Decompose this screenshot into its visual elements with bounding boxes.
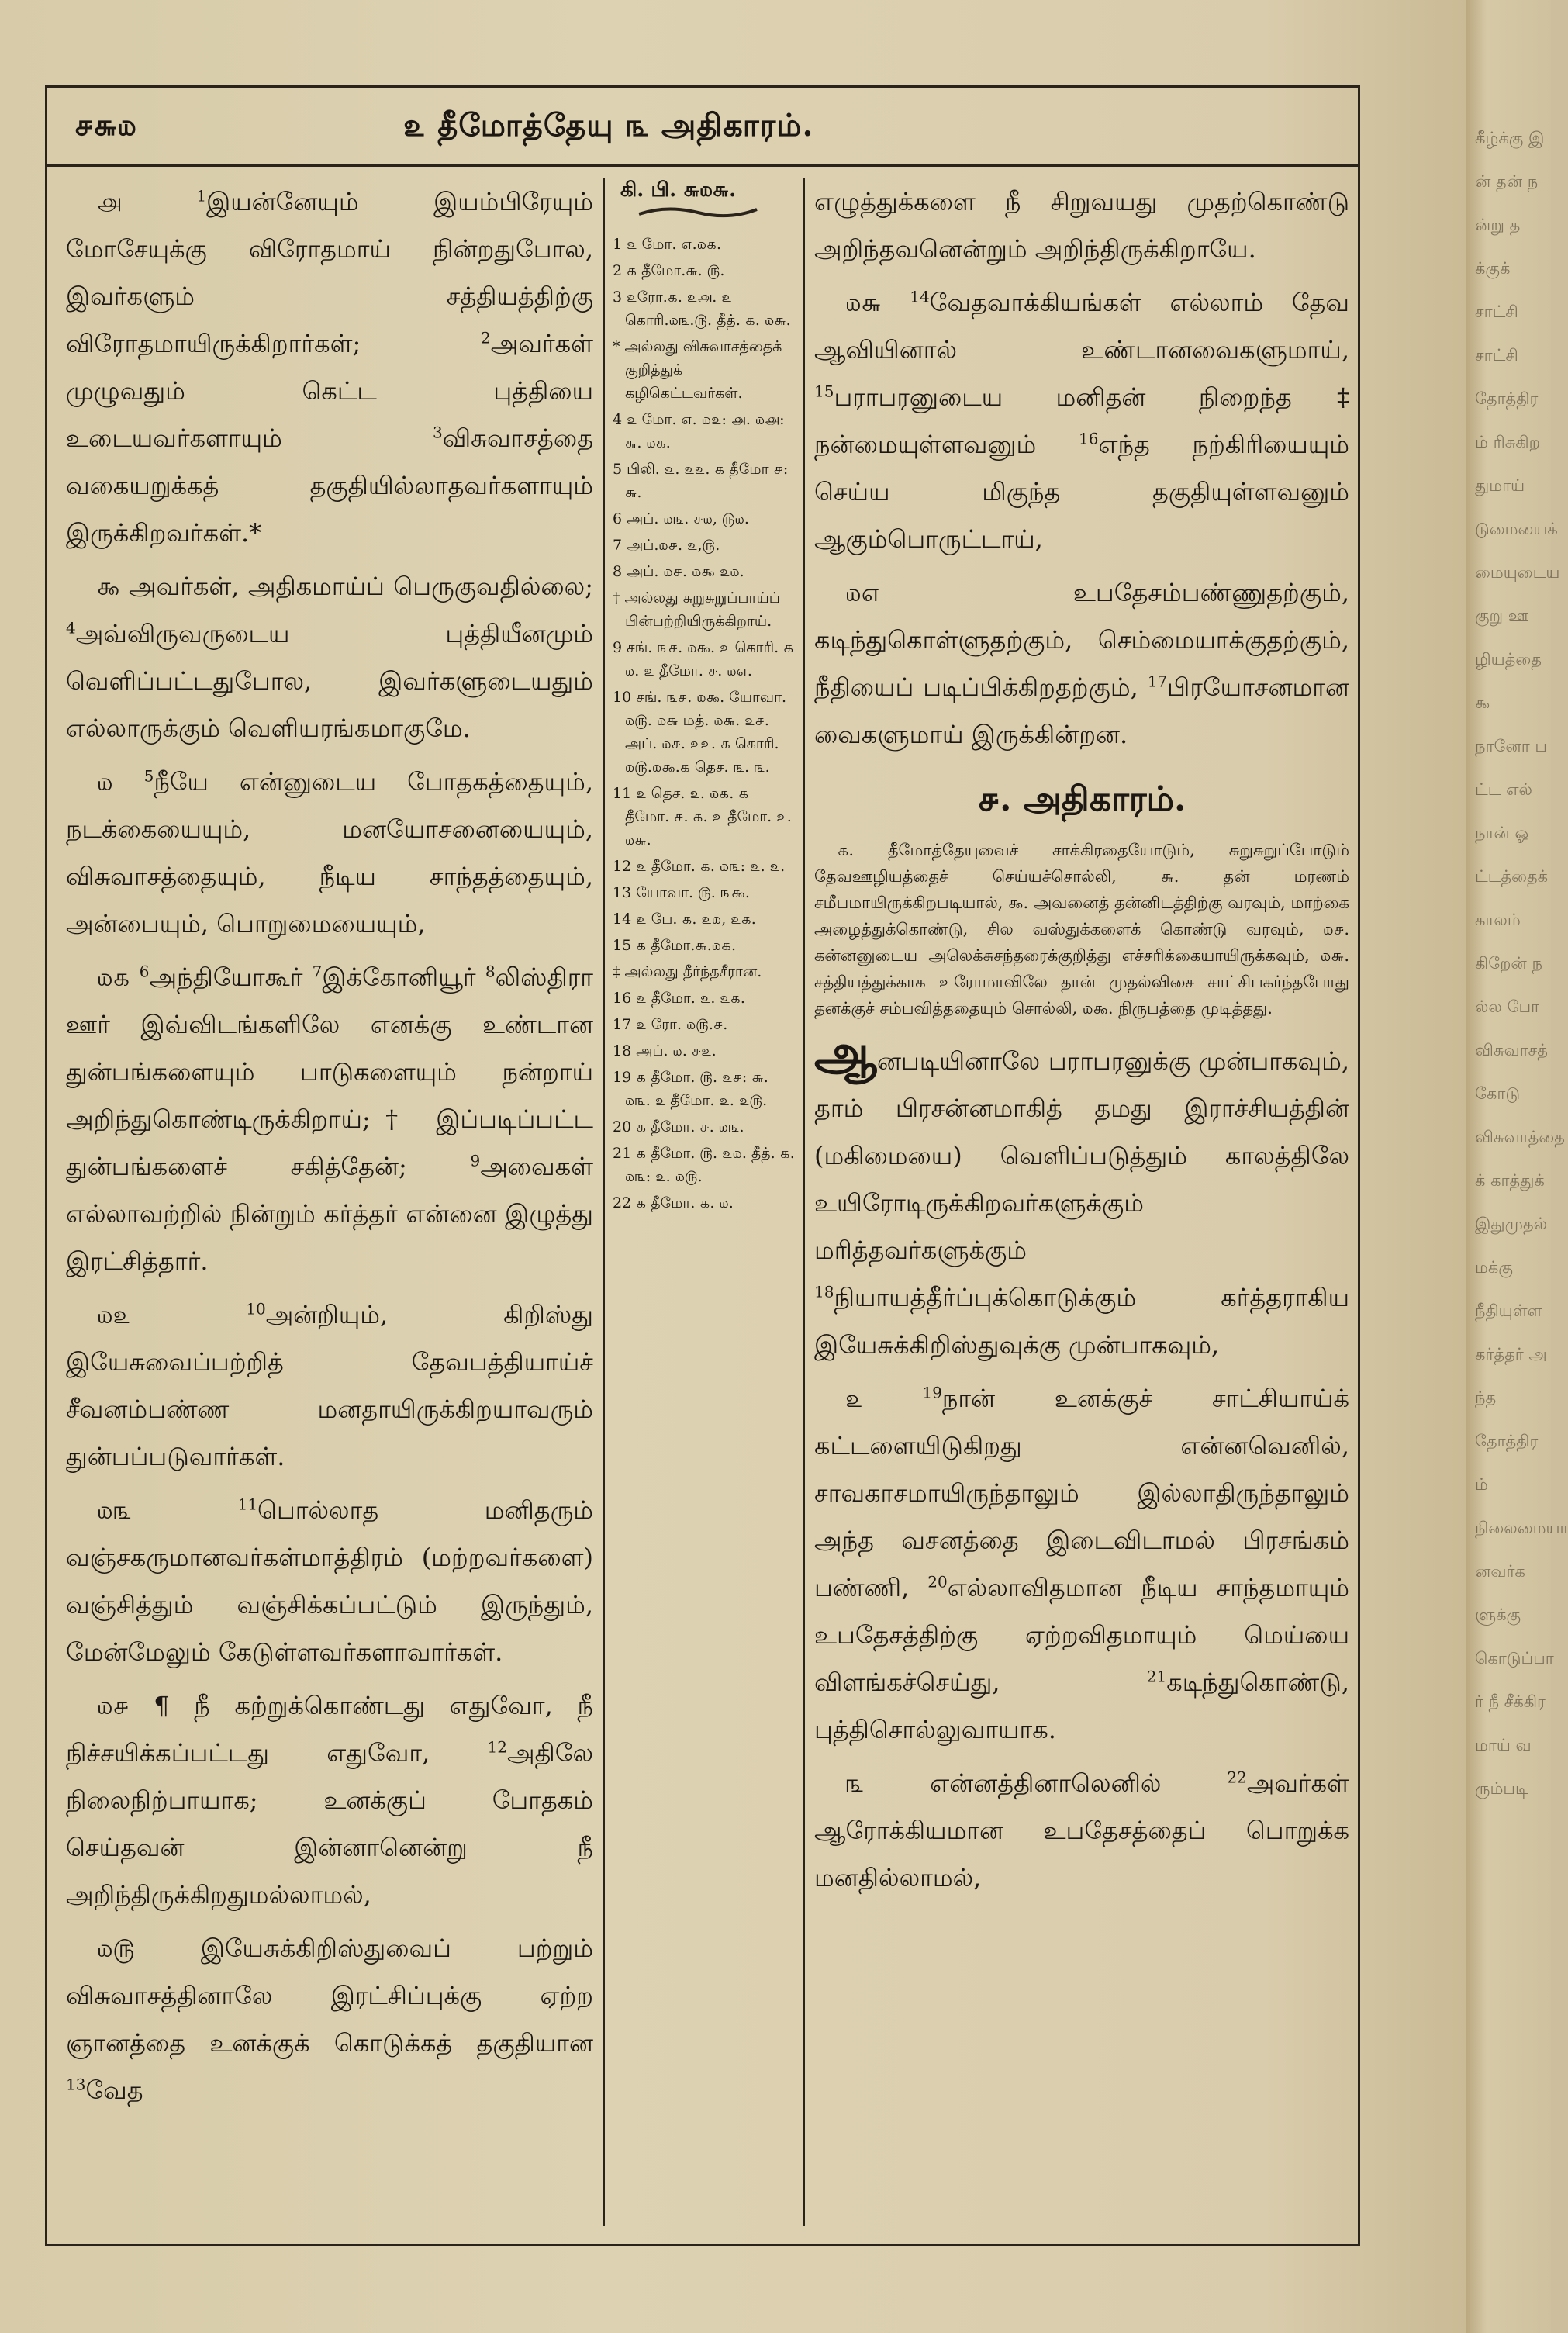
cross-reference: 15 ௧ தீமோ.௬.௰௧. [613,937,737,954]
cross-reference: 4 ௨ மோ. ௭. ௰௨: ௮. ௰௮: ௬. ௰௧. [613,411,785,451]
verse-group-bottom [814,1375,1349,1902]
verse-group-label: ௰௨ [97,1300,131,1329]
cross-reference: 7 அப்.௰௪. ௨,௫. [613,537,720,554]
cross-reference: 13 யோவா. ௫. ௩௯. [613,884,750,901]
verse-group-label: ௰௪ [97,1691,130,1720]
reference-list [613,233,796,1215]
verse-number: 15 [814,382,834,401]
verse-text: உபதேசம்பண்ணுதற்கும், கடிந்துகொள்ளுதற்கும், செம்மையாக்குதற்கும், நீதியைப் படிப்பிக்கிறதற்கும், [814,578,1349,702]
verse-group-label: ௮ [97,187,122,216]
cross-reference: 18 அப். ௰. ௪௨. [613,1042,717,1059]
verse-paragraph [66,759,593,948]
verse-number: 5 [143,766,154,786]
verse-paragraph [814,1760,1349,1902]
page-number: ௪௬௰ [74,107,136,142]
verse-paragraph [66,1487,593,1676]
left-text-column [66,178,593,2226]
verse-number: 9 [470,1151,481,1170]
verse-text: அவர்கள் ஆரோக்கியமான உபதேசத்தைப் பொறுக்க மனதில்லாமல், [814,1768,1350,1892]
verse-number: 1 [196,186,207,206]
header-rule [45,164,1358,167]
column-divider-right [803,178,805,2226]
verse-group-top [814,279,1349,759]
verse-text: அன்றியும், கிறிஸ்து இயேசுவைப்பற்றித் தேவபத்தியாய்ச் சீவனம்பண்ண மனதாயிருக்கிறயாவரும் துன்பப்படுவார்கள். [66,1300,593,1471]
verse-paragraph [814,569,1349,759]
verse-number: 2 [481,328,491,347]
verse-text: வேத [85,2076,143,2105]
chapter-summary: ௧. தீமோத்தேயுவைச் சாக்கிரதையோடும், சுறுசுறுப்போடும் தேவஊழியத்தைச் செய்யச்சொல்லி, ௬. தன் மரணம் சமீபமாயிருக்கிறபடியால், ௯. அவனைத் தன்னிடத்திற்கு வரவும், மாற்கை அழைத்துக்கொண்டு, சில வஸ்துக்களைக் கொண்டு வரவும், ௰௪. கன்னனுடைய அலெக்சுசந்தரைக்குறித்து எச்சரிக்கையாயிருக்கவும், ௰௬. சத்தியத்துக்காக உரோமாவிலே தான் முதல்விசை சாட்சிபகர்ந்தபோது தனக்குச் சம்பவித்ததையும் சொல்லி, ௰௯. நிருபத்தை முடித்தது. [814,841,1349,1018]
verse-text: வேதவாக்கியங்கள் எல்லாம் தேவ ஆவியினால் உண்டானவைகளுமாய், [814,288,1349,365]
right-text-column [814,178,1349,2226]
cross-reference-column [613,178,796,2226]
verse-number: 16 [1079,429,1099,448]
verse-paragraph [66,563,593,752]
verse-text: இயன்னேயும் இயம்பிரேயும் மோசேயுக்கு விரோதமாய் நின்றதுபோல, இவர்களும் சத்தியத்திற்கு விரோதமாயிருக்கிறார்கள்; [66,187,594,358]
cross-reference: 1 ௨ மோ. ௭.௰௧. [613,236,721,253]
verse-group-label: ௰௫ [97,1934,135,1963]
verse-paragraph [66,1291,593,1481]
cross-reference: ‡ அல்லது தீர்ந்தசீரான. [613,963,762,980]
chapter-opening-verse [814,1024,1349,1369]
verse-text: என்னத்தினாலெனில் [930,1768,1228,1798]
verse-group-label: ௰ [97,767,113,797]
cross-reference: 11 ௨ தெச. ௨. ௰௧. ௧ தீமோ. ௪. ௧. ௨ தீமோ. ௨. ௰௬. [613,785,792,849]
cross-reference: 19 ௧ தீமோ. ௫. ௨௪: ௬. ௰௩. ௨ தீமோ. ௨. ௨௫. [613,1069,768,1109]
cross-reference: 2 ௧ தீமோ.௬. ௫. [613,262,725,279]
verse-number: 13 [66,2075,86,2094]
cross-reference: 22 ௧ தீமோ. ௧. ௰. [613,1194,734,1211]
cross-reference: 10 சங். ௩௪. ௰௯. யோவா. ௰௫. ௰௬ மத். ௰௬. ௨௪. அப். ௰௪. ௨௨. ௧ கொரி. ௰௫.௰௯.௧ தெச. ௩. ௩. [613,689,787,776]
verse-group-label: ௰௩ [97,1495,133,1525]
verse-text: அவைகள் எல்லாவற்றில் நின்றும் கர்த்தர் என்னை இழுத்து இரட்சித்தார். [66,1152,593,1276]
drop-cap-initial: ஆ [814,1024,877,1082]
verse-text: அவர்கள் முழுவதும் கெட்ட புத்தியை உடையவர்களாயும் [66,329,593,453]
verse-number: 21 [1146,1667,1167,1686]
verse-group-label: ௯ [97,572,120,601]
verse-text: அந்தியோகூர் [149,963,313,992]
verse-group-label: ௰௭ [845,578,880,607]
verse-number: 6 [139,962,150,981]
verse-group-label: ௩ [845,1768,865,1798]
verse-text: விசுவாசத்தை வகையறுக்கத் தகுதியில்லாதவர்களாயும் இருக்கிறவர்கள்.* [66,423,593,548]
verse-text: இக்கோனியூர் [322,963,485,992]
cross-reference: 17 ௨ ரோ. ௰௫.௪. [613,1016,728,1033]
verse-number: 12 [487,1737,507,1757]
verse-text: நான் உனக்குச் சாட்சியாய்க் கட்டளையிடுகிறது என்னவெனில், சாவகாசமாயிருந்தாலும் இல்லாதிருந்தாலும் அந்த வசனத்தை இடைவிடாமல் பிரசங்கம் பண்ணி, [814,1384,1350,1602]
verse-text: எல்லாவிதமான நீடிய சாந்தமாயும் உபதேசத்திற்கு ஏற்றவிதமாயும் மெய்யை விளங்கச்செய்து, [814,1573,1349,1697]
cross-reference: 14 ௨ பே. ௧. ௨௰, ௨௧. [613,911,756,928]
column-divider-left [603,178,605,2226]
chapter-heading: ௪. அதிகாரம். [977,779,1186,819]
cross-reference: 3 ௨ரோ.௧. ௨௮. ௨ கொரி.௰௩.௫. தீத். ௧. ௰௬. [613,289,791,329]
verse-group-label: ௰௧ [97,963,130,992]
verse-number: 19 [922,1383,942,1402]
verse-text: ¶ நீ கற்றுக்கொண்டது எதுவோ, நீ நிச்சயிக்கப்பட்டது எதுவோ, [66,1691,594,1768]
verse-number: 14 [910,287,930,306]
verse-group-label: ௰௬ [845,288,882,317]
cross-reference: 20 ௧ தீமோ. ௪. ௰௩. [613,1118,744,1135]
verse-text: பிரயோசனமான வைகளுமாய் இருக்கின்றன. [814,672,1349,749]
verse-paragraph [66,954,593,1285]
verse-number: 11 [237,1495,258,1514]
continued-verse: எழுத்துக்களை நீ சிறுவயது முதற்கொண்டு அறிந்தவனென்றும் அறிந்திருக்கிறாயே. [814,187,1349,264]
cross-reference: 8 அப். ௰௪. ௰௯ ௨௰. [613,563,744,580]
verse-group-label: ௨ [845,1384,863,1413]
cross-reference: 9 சங். ௩௪. ௰௯. ௨ கொரி. ௧ ௰. ௨ தீமோ. ௪. ௰௭. [613,639,794,679]
verse-number: 8 [485,962,496,981]
ornament-flourish-icon [636,203,760,220]
verse-paragraph [66,1682,593,1919]
facing-page-edge [1466,0,1568,2333]
verse-text: இயேசுக்கிறிஸ்துவைப் பற்றும் விசுவாசத்தினாலே இரட்சிப்புக்கு ஏற்ற ஞானத்தை உனக்குக் கொடுக்கத் தகுதியான [66,1934,593,2058]
verse-text: கடிந்துகொண்டு, புத்திசொல்லுவாயாக. [814,1668,1349,1744]
verse-paragraph [814,279,1349,563]
verse-text: அதிலே நிலைநிற்பாயாக; உனக்குப் போதகம் செய்தவன் இன்னானென்று நீ அறிந்திருக்கிறதுமல்லாமல், [66,1738,593,1910]
cross-reference: 16 ௨ தீமோ. ௨. ௨௧. [613,990,745,1007]
verse-text: பொல்லாத மனிதரும் வஞ்சகருமானவர்கள்மாத்திரம் (மற்றவர்களை) வஞ்சித்தும் வஞ்சிக்கப்பட்டும் இருந்தும், மேன்மேலும் கேடுள்ளவர்களாவார்கள். [66,1495,594,1667]
facing-page-text: கீழ்க்கு இன் தன் நன்று தக்குக் சாட்சி சாட்சி தோத்திரம் ரிசுகிறதுமாய் டுமையைக் மையுடைய குறு ஊழியத்தை ௯ நானோ பட்ட எல் நான் ஓட்டத்தைக் காலம் கிறேன் நல்ல போ விசுவாசத் கோடு விசுவாத்தைக் காத்துக் இதுமுதல் மக்கு நீதியுள்ள கர்த்தர் அந்த தோத்திரம் நிலைமையானவர்களுக்கு கொடுப்பார் நீ சீக்கிரமாய் வரும்படி [1475,129,1568,1798]
opening-text: னபடியினாலே பராபரனுக்கு முன்பாகவும், தாம் பிரசன்னமாகித் தமது இராச்சியத்தின் (மகிமையை) வெளிப்படுத்தும் காலத்திலே உயிரோடிருக்கிறவர்களுக்கும் மரித்தவர்களுக்கும் [814,1046,1349,1265]
verse-text: அவர்கள், அதிகமாய்ப் பெருகுவதில்லை; [129,572,594,601]
verse-number: 4 [66,618,76,638]
cross-reference: † அல்லது சுறுசுறுப்பாய்ப் பின்பற்றியிருக்கிறாய். [613,589,780,630]
cross-reference: * அல்லது விசுவாசத்தைக் குறித்துக் கழிகெட்டவர்கள். [613,338,782,402]
verse-number: 22 [1227,1768,1247,1787]
verse-text: பராபரனுடைய மனிதன் நிறைந்த‡ நன்மையுள்ளவனும் [814,382,1349,459]
verse-paragraph [814,1375,1349,1754]
verse-text: எந்த நற்கிரியையும் செய்ய மிகுந்த தகுதியுள்ளவனும் ஆகும்பொருட்டாய், [814,430,1350,554]
verse-text: லிஸ்திரா ஊர் இவ்விடங்களிலே எனக்கு உண்டான துன்பங்களையும் பாடுகளையும் நன்றாய் அறிந்துகொண்டிருக்கிறாய்;† இப்படிப்பட்ட துன்பங்களைச் சகித்தேன்; [66,963,593,1181]
verse-number: 10 [246,1299,266,1319]
cross-reference: 5 பிலி. ௨. ௨௨. ௧ தீமோ ௪: ௬. [613,461,789,501]
opening-text-tail: நியாயத்தீர்ப்புக்கொடுக்கும் கர்த்தராகிய இயேசுக்கிறிஸ்துவுக்கு முன்பாகவும், [814,1283,1349,1360]
cross-reference: 21 ௧ தீமோ. ௫. ௨௰. தீத். ௧. ௰௩: ௨. ௰௫. [613,1145,795,1185]
verse-number: 3 [432,423,443,442]
cross-reference: 12 ௨ தீமோ. ௧. ௰௩: ௨. ௨. [613,858,786,875]
verse-number: 17 [1147,672,1168,691]
page-title: ௨ தீமோத்தேயு ௩ அதிகாரம். [403,107,814,143]
verse-paragraph [66,1925,593,2114]
cross-reference-heading: கி. பி. ௬௰௬. [620,178,737,202]
cross-reference: 6 அப். ௰௩. ௪௰, ௫௰. [613,510,749,527]
verse-text: அவ்விருவருடைய புத்தியீனமும் வெளிப்பட்டதுபோல, இவர்களுடையதும் எல்லாருக்கும் வெளியரங்கமாகுமே. [66,619,593,743]
verse-number: 18 [814,1282,834,1301]
verse-number: 7 [312,962,323,981]
verse-text: நீயே என்னுடைய போதகத்தையும், நடக்கையையும், மனயோசனையையும், விசுவாசத்தையும், நீடிய சாந்தத்தையும், அன்பையும், பொறுமையையும், [66,767,594,938]
verse-number: 20 [927,1572,948,1592]
verse-paragraph [66,178,593,557]
